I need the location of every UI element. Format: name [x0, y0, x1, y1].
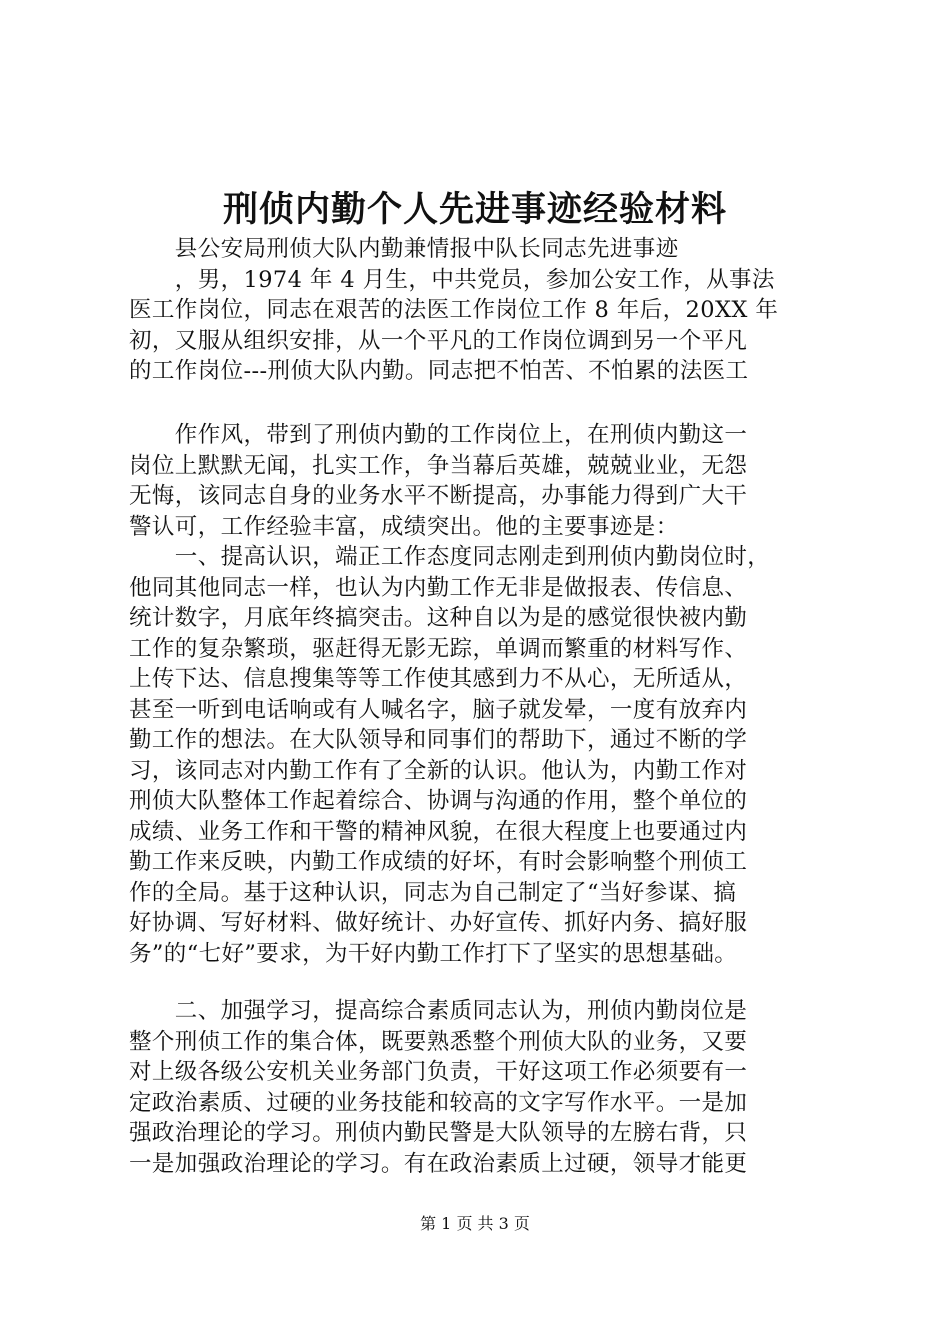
text-line: 勤工作的想法。在大队领导和同事们的帮助下，通过不断的学	[129, 727, 748, 753]
text-line: 刑侦大队整体工作起着综合、协调与沟通的作用，整个单位的	[129, 788, 748, 814]
text-line: 医工作岗位，同志在艰苦的法医工作岗位工作 8 年后，20XX 年	[129, 297, 779, 323]
text-line: 甚至一听到电话响或有人喊名字，脑子就发晕，一度有放弃内	[129, 696, 748, 723]
paragraph-block-1	[129, 234, 829, 387]
text-line: 务”的“七好”要求，为干好内勤工作打下了坚实的思想基础。	[129, 940, 738, 967]
paragraph-block-2	[129, 420, 829, 969]
text-line: ，男，1974 年 4 月生，中共党员，参加公安工作，从事法	[129, 266, 775, 293]
text-line: 上传下达、信息搜集等等工作使其感到力不从心，无所适从，	[129, 666, 748, 692]
text-line: 一是加强政治理论的学习。有在政治素质上过硬，领导才能更	[129, 1150, 748, 1177]
text-line: 他同其他同志一样，也认为内勤工作无非是做报表、传信息、	[129, 574, 748, 601]
text-line: 警认可，工作经验丰富，成绩突出。他的主要事迹是：	[129, 513, 679, 540]
text-line: 强政治理论的学习。刑侦内勤民警是大队领导的左膀右背，只	[129, 1120, 748, 1146]
text-line: 作作风，带到了刑侦内勤的工作岗位上，在刑侦内勤这一	[129, 422, 748, 448]
text-line: 整个刑侦工作的集合体，既要熟悉整个刑侦大队的业务，又要	[129, 1028, 748, 1055]
text-line: 的工作岗位---刑侦大队内勤。同志把不怕苦、不怕累的法医工	[129, 358, 749, 384]
text-line: 好协调、写好材料、做好统计、办好宣传、抓好内务、搞好服	[129, 910, 748, 936]
text-line: 成绩、业务工作和干警的精神风貌，在很大程度上也要通过内	[129, 818, 748, 845]
text-line: 定政治素质、过硬的业务技能和较高的文字写作水平。一是加	[129, 1089, 748, 1116]
text-line: 勤工作来反映，内勤工作成绩的好坏，有时会影响整个刑侦工	[129, 849, 748, 875]
text-line: 县公安局刑侦大队内勤兼情报中队长同志先进事迹	[129, 236, 679, 262]
paragraph-block-3	[129, 996, 829, 1179]
text-line: 习，该同志对内勤工作有了全新的认识。他认为，内勤工作对	[129, 757, 748, 784]
text-line: 工作的复杂繁琐，驱赶得无影无踪，单调而繁重的材料写作、	[129, 635, 748, 662]
text-line: 无悔，该同志自身的业务水平不断提高，办事能力得到广大干	[129, 483, 748, 509]
text-line: 初，又服从组织安排，从一个平凡的工作岗位调到另一个平凡	[129, 327, 748, 354]
text-line: 岗位上默默无闻，扎实工作，争当幕后英雄，兢兢业业，无怨	[129, 452, 748, 479]
text-line: 一、提高认识，端正工作态度同志刚走到刑侦内勤岗位时，	[129, 544, 771, 570]
text-line: 对上级各级公安机关业务部门负责，干好这项工作必须要有一	[129, 1059, 748, 1085]
page-footer: 第 1 页 共 3 页	[420, 1214, 530, 1233]
text-line: 作的全局。基于这种认识，同志为自己制定了“当好参谋、搞	[129, 879, 737, 906]
text-line: 二、加强学习，提高综合素质同志认为，刑侦内勤岗位是	[129, 998, 748, 1024]
text-line: 统计数字，月底年终搞突击。这种自以为是的感觉很快被内勤	[129, 605, 748, 631]
document-title: 刑侦内勤个人先进事迹经验材料	[222, 189, 727, 230]
